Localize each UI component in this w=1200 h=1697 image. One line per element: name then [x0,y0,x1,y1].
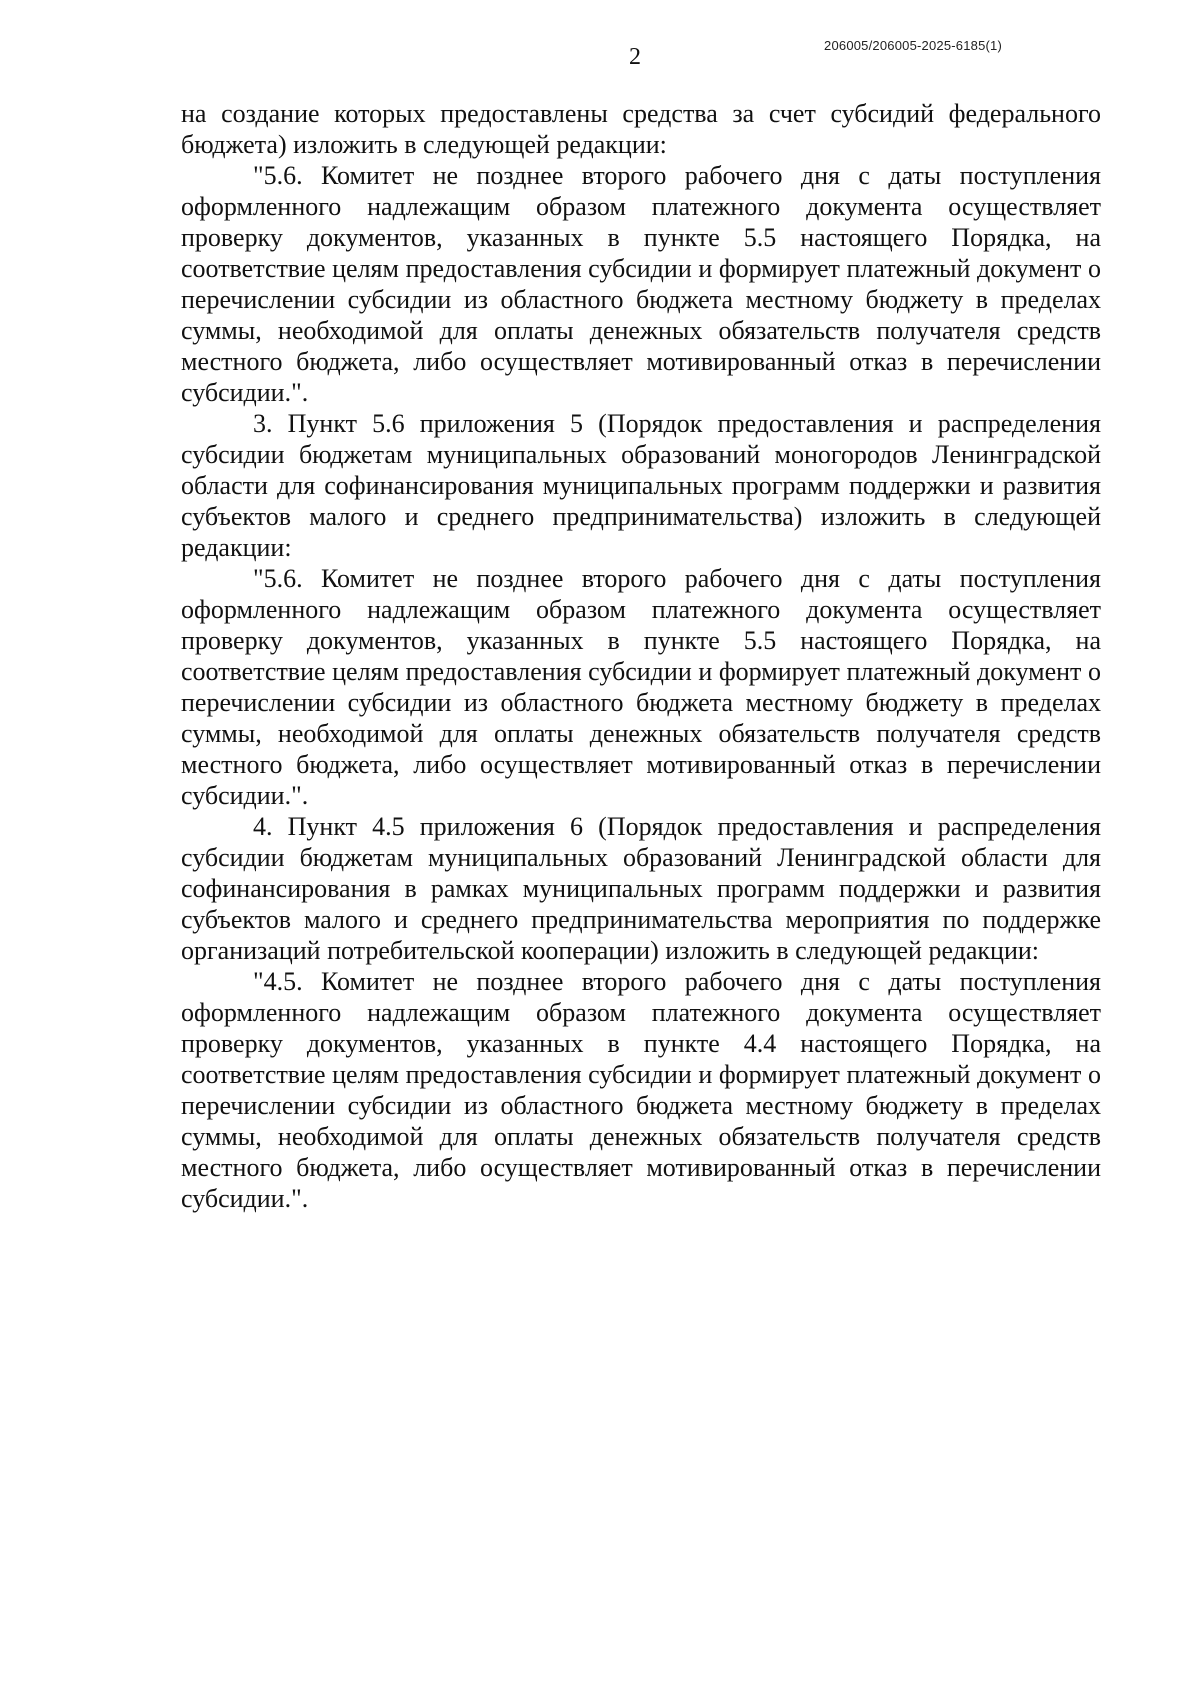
paragraph-quote-5-6-second: "5.6. Комитет не позднее второго рабочего дня с даты поступления оформленного надлежащим образом платежного документа осуществляет проверку документов, указанных в пункте 5.5 настоящего Порядка, на соответствие целям предоставления субсидии и формирует платежный документ о перечислении субсидии из областного бюджета местному бюджету в пределах суммы, необходимой для оплаты денежных обязательств получателя средств местного бюджета, либо осуществляет мотивированный отказ в перечислении субсидии.". [181,564,1101,810]
document-id: 206005/206005-2025-6185(1) [824,38,1002,53]
document-body [181,98,1101,1214]
page-number: 2 [629,44,641,70]
paragraph-item-3: 3. Пункт 5.6 приложения 5 (Порядок предоставления и распределения субсидии бюджетам муниципальных образований моногородов Ленинградской области для софинансирования муниципальных программ поддержки и развития субъектов малого и среднего предпринимательства) изложить в следующей редакции: [181,409,1101,562]
paragraph-item-4: 4. Пункт 4.5 приложения 6 (Порядок предоставления и распределения субсидии бюджетам муниципальных образований Ленинградской области для софинансирования в рамках муниципальных программ поддержки и развития субъектов малого и среднего предпринимательства мероприятия по поддержке организаций потребительской кооперации) изложить в следующей редакции: [181,812,1101,965]
paragraph-quote-4-5: "4.5. Комитет не позднее второго рабочего дня с даты поступления оформленного надлежащим образом платежного документа осуществляет проверку документов, указанных в пункте 4.4 настоящего Порядка, на соответствие целям предоставления субсидии и формирует платежный документ о перечислении субсидии из областного бюджета местному бюджету в пределах суммы, необходимой для оплаты денежных обязательств получателя средств местного бюджета, либо осуществляет мотивированный отказ в перечислении субсидии.". [181,967,1101,1213]
paragraph-continuation: на создание которых предоставлены средства за счет субсидий федерального бюджета) изложить в следующей редакции: [181,99,1101,159]
paragraph-quote-5-6-first: "5.6. Комитет не позднее второго рабочего дня с даты поступления оформленного надлежащим образом платежного документа осуществляет проверку документов, указанных в пункте 5.5 настоящего Порядка, на соответствие целям предоставления субсидии и формирует платежный документ о перечислении субсидии из областного бюджета местному бюджету в пределах суммы, необходимой для оплаты денежных обязательств получателя средств местного бюджета, либо осуществляет мотивированный отказ в перечислении субсидии.". [181,161,1101,407]
